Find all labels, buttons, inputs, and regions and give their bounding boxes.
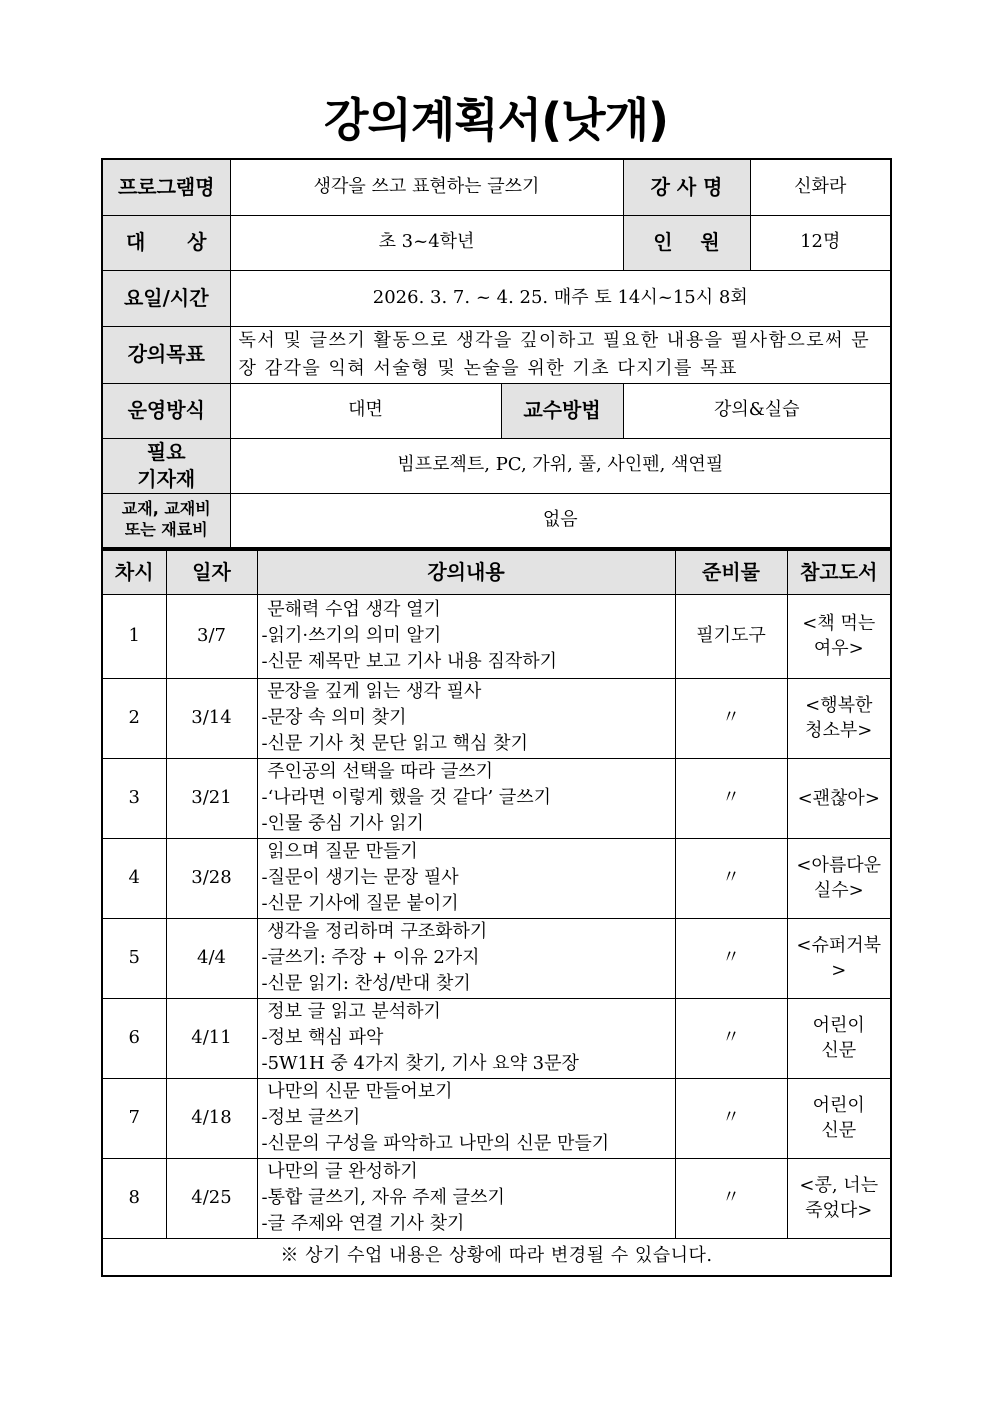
schedule-body [102, 594, 891, 1238]
content-line: -글 주제와 연결 기사 찾기 [261, 1213, 465, 1234]
reference-line: > [831, 960, 847, 981]
header-prep: 준비물 [675, 550, 787, 594]
content-line: -문장 속 의미 찾기 [261, 707, 407, 728]
session-prep: 〃 [675, 918, 787, 998]
content-line: 주인공의 선택을 따라 글쓰기 [261, 761, 494, 782]
reference-line: <콩, 너는 [799, 1175, 879, 1196]
session-reference [787, 1158, 891, 1238]
reference-line: 신문 [821, 1120, 857, 1141]
reference-line: <슈퍼거북 [796, 935, 882, 956]
session-reference [787, 1078, 891, 1158]
session-reference [787, 678, 891, 758]
method-value: 대면 [230, 383, 501, 438]
session-reference [787, 594, 891, 678]
session-number: 3 [102, 758, 166, 838]
content-line: 나만의 글 완성하기 [261, 1161, 418, 1182]
session-content [257, 838, 675, 918]
count-label: 인 원 [623, 215, 750, 270]
content-line: -질문이 생기는 문장 필사 [261, 867, 459, 888]
session-prep: 〃 [675, 758, 787, 838]
program-label: 프로그램명 [102, 159, 230, 215]
goal-label: 강의목표 [102, 326, 230, 383]
session-reference [787, 838, 891, 918]
session-date: 4/18 [166, 1078, 257, 1158]
teaching-value: 강의&실습 [623, 383, 891, 438]
session-date: 3/21 [166, 758, 257, 838]
session-prep: 〃 [675, 1158, 787, 1238]
reference-line: 여우> [813, 638, 864, 659]
content-line: 나만의 신문 만들어보기 [261, 1081, 453, 1102]
reference-line: 어린이 [812, 1095, 865, 1116]
equipment-label [102, 438, 230, 493]
session-reference [787, 758, 891, 838]
content-line: -정보 핵심 파악 [261, 1027, 384, 1048]
reference-line: <아름다운 [796, 855, 882, 876]
schedule-table [101, 549, 892, 1277]
reference-line: <괜찮아> [797, 787, 880, 809]
schedule-label: 요일/시간 [102, 270, 230, 326]
footnote: ※ 상기 수업 내용은 상황에 따라 변경될 수 있습니다. [102, 1238, 891, 1276]
session-number: 8 [102, 1158, 166, 1238]
content-line: 생각을 정리하며 구조화하기 [261, 921, 488, 942]
reference-line: 어린이 [812, 1015, 865, 1036]
goal-value: 독서 및 글쓰기 활동으로 생각을 깊이하고 필요한 내용을 필사함으로써 문장 감각을 익혀 서술형 및 논술을 위한 기초 다지기를 목표 [230, 326, 891, 383]
teaching-label: 교수방법 [501, 383, 623, 438]
table-row [102, 678, 891, 758]
method-label: 운영방식 [102, 383, 230, 438]
table-row [102, 758, 891, 838]
content-line: -정보 글쓰기 [261, 1107, 361, 1128]
session-content [257, 1158, 675, 1238]
page-title: 강의계획서(낫개) [323, 93, 669, 147]
content-line: 문해력 수업 생각 열기 [261, 599, 441, 620]
session-number: 5 [102, 918, 166, 998]
session-number: 7 [102, 1078, 166, 1158]
table-row [102, 594, 891, 678]
schedule-header-row [102, 550, 891, 594]
session-date: 3/28 [166, 838, 257, 918]
header-session: 차시 [102, 550, 166, 594]
content-line: 문장을 깊게 읽는 생각 필사 [261, 681, 482, 702]
content-line: -인물 중심 기사 읽기 [261, 813, 424, 834]
session-content [257, 758, 675, 838]
equipment-value: 빔프로젝트, PC, 가위, 풀, 사인펜, 색연필 [230, 438, 891, 493]
reference-line: 죽었다> [805, 1200, 873, 1221]
session-number: 6 [102, 998, 166, 1078]
session-prep: 〃 [675, 838, 787, 918]
equipment-label-line-1: 필요 [146, 439, 186, 464]
material-value: 없음 [230, 493, 891, 548]
reference-line: 청소부> [805, 720, 873, 741]
target-label: 대 상 [102, 215, 230, 270]
content-line: 정보 글 읽고 분석하기 [261, 1001, 441, 1022]
session-date: 4/11 [166, 998, 257, 1078]
content-line: -신문 기사 첫 문단 읽고 핵심 찾기 [261, 733, 528, 754]
header-date: 일자 [166, 550, 257, 594]
instructor-label: 강 사 명 [623, 159, 750, 215]
session-number: 4 [102, 838, 166, 918]
session-prep: 필기도구 [675, 594, 787, 678]
table-row [102, 918, 891, 998]
program-value: 생각을 쓰고 표현하는 글쓰기 [230, 159, 623, 215]
reference-line: 실수> [813, 880, 864, 901]
session-date: 4/4 [166, 918, 257, 998]
reference-line: 신문 [821, 1040, 857, 1061]
session-date: 3/14 [166, 678, 257, 758]
material-label-line-1: 교재, 교재비 [121, 499, 211, 519]
content-line: 읽으며 질문 만들기 [261, 841, 418, 862]
session-prep: 〃 [675, 998, 787, 1078]
material-label-line-2: 또는 재료비 [124, 520, 208, 540]
content-line: -읽기·쓰기의 의미 알기 [261, 625, 442, 646]
equipment-label-line-2: 기자재 [137, 466, 196, 491]
table-row [102, 1158, 891, 1238]
session-content [257, 678, 675, 758]
content-line: -신문 제목만 보고 기사 내용 짐작하기 [261, 651, 558, 672]
instructor-value: 신화라 [750, 159, 891, 215]
content-line: -신문 읽기: 찬성/반대 찾기 [261, 973, 471, 994]
content-line: -‘나라면 이렇게 했을 것 같다’ 글쓰기 [261, 787, 552, 808]
session-date: 3/7 [166, 594, 257, 678]
session-number: 1 [102, 594, 166, 678]
info-table [101, 158, 892, 549]
content-line: -5W1H 중 4가지 찾기, 기사 요약 3문장 [261, 1053, 579, 1074]
table-row [102, 998, 891, 1078]
session-reference [787, 998, 891, 1078]
session-content [257, 918, 675, 998]
session-prep: 〃 [675, 678, 787, 758]
count-value: 12명 [750, 215, 891, 270]
table-row [102, 838, 891, 918]
session-content [257, 1078, 675, 1158]
schedule-value: 2026. 3. 7. ~ 4. 25. 매주 토 14시~15시 8회 [230, 270, 891, 326]
content-line: -글쓰기: 주장 + 이유 2가지 [261, 947, 480, 968]
session-content [257, 998, 675, 1078]
material-label [102, 493, 230, 548]
header-reference: 참고도서 [787, 550, 891, 594]
header-content: 강의내용 [257, 550, 675, 594]
session-date: 4/25 [166, 1158, 257, 1238]
content-line: -통합 글쓰기, 자유 주제 글쓰기 [261, 1187, 505, 1208]
table-row [102, 1078, 891, 1158]
session-prep: 〃 [675, 1078, 787, 1158]
reference-line: <책 먹는 [802, 613, 876, 634]
session-content [257, 594, 675, 678]
content-line: -신문의 구성을 파악하고 나만의 신문 만들기 [261, 1133, 610, 1154]
session-reference [787, 918, 891, 998]
target-value: 초 3~4학년 [230, 215, 623, 270]
reference-line: <행복한 [805, 695, 873, 716]
session-number: 2 [102, 678, 166, 758]
content-line: -신문 기사에 질문 붙이기 [261, 893, 459, 914]
